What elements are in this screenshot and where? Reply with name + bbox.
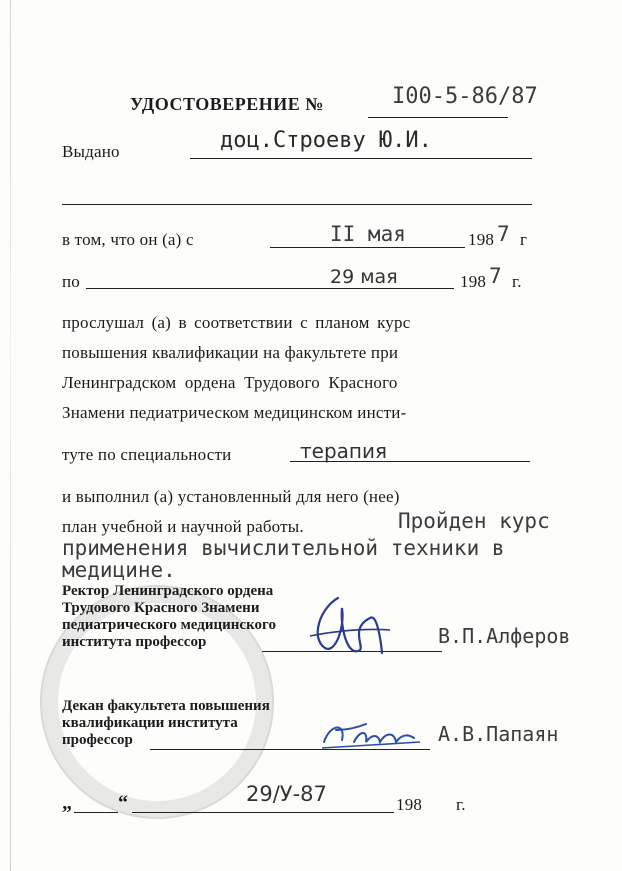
dean-line-2: квалификации института	[62, 715, 238, 731]
date-year-suffix: г.	[456, 795, 466, 814]
dean-signature-icon	[316, 712, 426, 757]
paper-edge	[10, 0, 11, 871]
dean-line-1: Декан факультета повышения	[62, 698, 270, 714]
from-day-underline	[270, 247, 465, 248]
typed-note-3: медицине.	[62, 558, 176, 582]
issued-underline	[190, 158, 532, 159]
typed-note-1: Пройден курс	[398, 509, 550, 533]
body-line-7: план учебной и научной работы.	[62, 517, 304, 536]
rector-line-4: института профессор	[62, 634, 207, 650]
to-year-typed: 7	[489, 264, 502, 288]
from-year-typed: 7	[497, 222, 510, 246]
from-suffix: г	[520, 230, 528, 249]
to-prefix: по	[62, 272, 80, 291]
date-underline	[132, 812, 394, 813]
dean-line-3: профессор	[62, 732, 133, 748]
date-close-quote: “	[118, 792, 129, 814]
to-day: 29 мая	[330, 266, 398, 288]
date-value: 29/У-87	[246, 782, 327, 806]
number-underline	[368, 117, 508, 118]
body-line-4: Знамени педиатрическом медицинском инсти-	[62, 403, 407, 422]
certificate-title: УДОСТОВЕРЕНИЕ №	[130, 94, 324, 114]
recipient-name: доц.Строеву Ю.И.	[220, 128, 432, 153]
date-open-quote: „	[62, 792, 73, 814]
body-line-2: повышения квалификации на факультете при	[62, 343, 399, 362]
date-day-underline	[74, 812, 118, 813]
from-day: II мая	[330, 222, 406, 246]
issued-label: Выдано	[62, 142, 120, 161]
from-year-printed: 198	[468, 230, 495, 249]
date-year-prefix: 198	[396, 795, 423, 814]
dean-name: А.В.Папаян	[438, 722, 559, 746]
specialty: терапия	[300, 439, 388, 463]
to-year-printed: 198	[460, 272, 487, 291]
body-line-6: и выполнил (а) установленный для него (нее)	[62, 487, 400, 506]
from-prefix: в том, что он (а) с	[62, 230, 194, 249]
to-day-underline	[86, 288, 454, 289]
rector-line-1: Ректор Ленинградского ордена	[62, 583, 274, 599]
to-suffix: г.	[512, 272, 522, 291]
body-line-5-prefix: туте по специальности	[62, 445, 232, 464]
rector-name: В.П.Алферов	[438, 624, 571, 648]
rector-signature-icon	[290, 588, 410, 668]
certificate-number: I00-5-86/87	[392, 84, 538, 109]
blank-underline	[62, 204, 532, 205]
rector-line-2: Трудового Красного Знамени	[62, 600, 260, 616]
typed-note-2: применения вычислительной техники в	[62, 536, 505, 560]
rector-line-3: педиатрического медицинского	[62, 617, 276, 633]
body-line-1: прослушал (а) в соответствии с планом курс	[62, 313, 411, 332]
body-line-3: Ленинградском ордена Трудового Красного	[62, 373, 398, 392]
